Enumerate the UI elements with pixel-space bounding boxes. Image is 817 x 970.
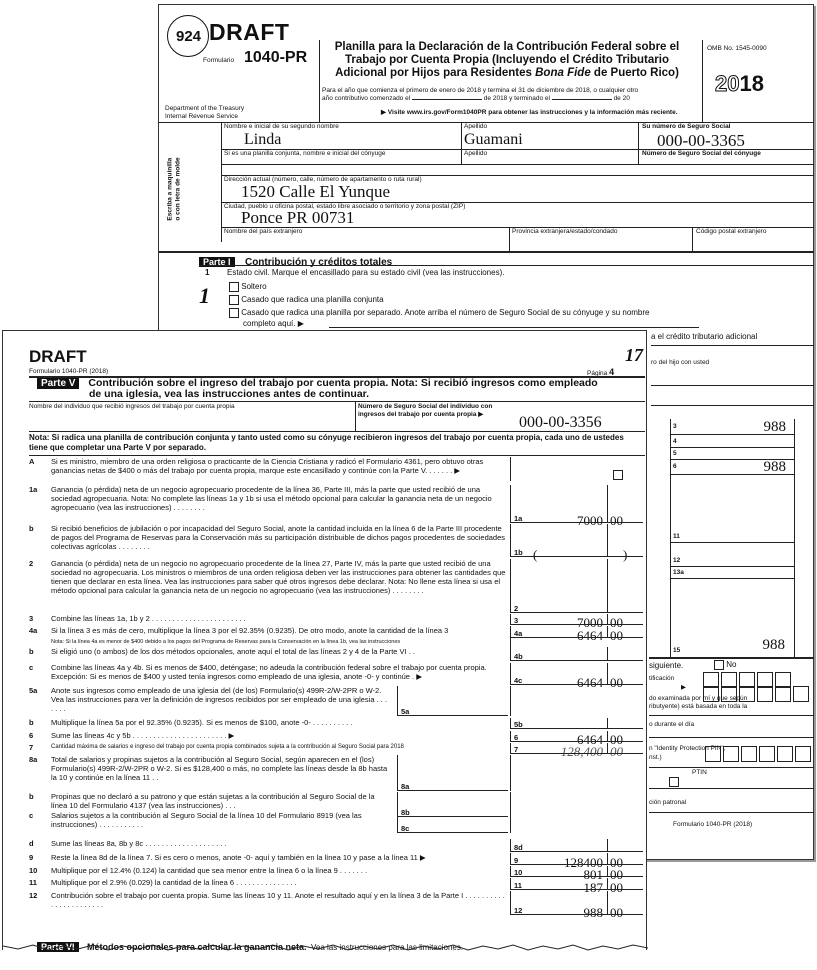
filing-separate[interactable]: Casado que radica una planilla por separado. Anote arriba el número de Seguro Social de su cónyuge y su nombre	[229, 308, 699, 318]
box-label: 1a	[514, 514, 523, 523]
box-label: 3	[514, 616, 519, 625]
ip-pin-boxes[interactable]	[705, 745, 813, 763]
line-text: Multiplique por el 12.4% (0.124) la cantidad que sea menor entre la línea 6 o la línea 9 . . . . . . .	[51, 866, 368, 875]
cents-value: )	[623, 547, 628, 562]
irs-website: ▶ Visite www.irs.gov/Form1040PR para obtener las instrucciones y la información más reciente.	[381, 109, 678, 116]
cents-value: 00	[610, 628, 623, 643]
handwritten-mark: 1	[199, 283, 210, 308]
filing-single[interactable]: Soltero	[229, 282, 267, 292]
cents-value: 00	[610, 513, 623, 528]
line-text: Propinas que no declaró a su patrono y que están sujetas a la contribución al Seguro Social de la línea 10 del Formulario 4137 (vea las instrucciones) . . .	[51, 792, 375, 810]
department-label: Department of the Treasury	[165, 105, 245, 112]
line-text: Si la línea 3 es más de cero, multiplique la línea 3 por el 92.35% (0.9235). De otro modo, anote la cantidad de la línea 3	[51, 626, 449, 635]
amount-column[interactable]	[510, 731, 643, 747]
foreign-country-label: Nombre del país extranjero	[224, 228, 303, 235]
line-text: Multiplique la línea 5a por el 92.35% (0.9235). Si es menos de $100, anote -0- . . . . . . . . . .	[51, 718, 353, 727]
side-label: Escriba a maquinilla o con letra de molde	[166, 157, 182, 221]
line-4c	[3, 663, 643, 690]
cents-value: 00	[610, 732, 623, 747]
cents-value: 00	[610, 905, 623, 920]
line-15-label: 15	[673, 647, 681, 654]
form-page-4	[2, 330, 647, 950]
spouse-last-label: Apellido	[464, 150, 488, 157]
amount-column[interactable]	[510, 626, 643, 643]
form-line: Formulario 1040-PR (2018)	[29, 368, 109, 375]
ssn-label: Su número de Seguro Social	[642, 123, 731, 130]
individual-ssn-label: Número de Seguro Social del individuo con ingresos del trabajo por cuenta propia ▶	[358, 403, 493, 418]
spouse-name-label: Si es una planilla conjunta, nombre e inicial del cónyuge	[224, 150, 386, 157]
box-label: 2	[514, 604, 519, 613]
line-a	[3, 457, 643, 481]
line-text: Anote sus ingresos como empleado de una iglesia del (de los) Formulario(s) 499R-2/W-2PR o W-2. Vea las instrucciones para ver la definición de ingresos recibidos por ser empleado de una iglesia . . . . . . .	[51, 686, 388, 713]
omb-number: OMB No. 1545-0090	[707, 45, 767, 52]
line-1-text: Estado civil. Marque el encasillado para su estado civil (vea las instrucciones).	[227, 268, 505, 277]
line-text: Reste la línea 8d de la línea 7. Si es cero o menos, anote -0- aquí y también en la línea 10 y pase a la línea 11 ▶	[51, 853, 426, 862]
joint-note: Nota: Si radica una planilla de contribución conjunta y tanto usted como su cónyuge recibieron ingresos del trabajo por cuenta propia, cada uno de ustedes tiene que completar una Parte V por separado.	[29, 433, 624, 452]
line-number: 7	[29, 743, 34, 752]
last-name-value[interactable]: Guamani	[464, 131, 523, 148]
amount-column[interactable]	[510, 853, 643, 870]
line-number: 8a	[29, 755, 38, 764]
amount-column	[510, 811, 643, 833]
sub-entry-box[interactable]	[397, 686, 508, 716]
first-name-label: Nombre e inicial de su segundo nombre	[224, 123, 339, 130]
cents-value: 00	[610, 867, 623, 882]
line-text: Ganancia (o pérdida) neta de un negocio agropecuario procedente de la línea 36, Parte III, más la parte que usted recibió de una sociedad agropecuaria. Nota: No complete las líneas 1a y 1b si usa el método opcional para calcular la ganancia neta de un negocio agropecuario (vea las instrucciones) . . . . . . . .	[51, 485, 492, 512]
amount-column[interactable]	[510, 663, 643, 690]
individual-name-label: Nombre del individuo que recibió ingresos del trabajo por cuenta propia	[29, 403, 235, 410]
line-number: 4a	[29, 626, 38, 635]
amount-column[interactable]	[510, 485, 643, 528]
sub-entry-box[interactable]	[397, 811, 508, 833]
separate-checkbox[interactable]	[229, 308, 239, 318]
amount-column[interactable]	[510, 524, 643, 562]
line-8d	[3, 839, 643, 852]
line-number: 3	[29, 614, 34, 623]
amount-column	[510, 755, 643, 791]
part-6-header: Parte VI Métodos opcionales para calcular la ganancia neta. Vea las instrucciones para las limitaciones.	[37, 937, 647, 955]
line-text: Nota: Si la línea 4a es menor de $400 debido a los pagos del Programa de Reservas para la Conservación en la línea 1b, vea las instrucciones	[51, 639, 401, 645]
line-text: Sume las líneas 4c y 5b . . . . . . . . . . . . . . . . . . . . . . . ▶	[51, 731, 235, 740]
box-label: 5b	[514, 720, 523, 729]
amount-value: 128,400	[560, 744, 603, 759]
form-number-circle	[167, 15, 209, 57]
examinada-line-1: do examinada por mí y que según	[649, 695, 748, 702]
line-text: Contribución sobre el trabajo por cuenta propia. Sume las líneas 10 y 11. Anote el resultado aquí y en la línea 3 de la Parte I . . . . . . . . . . . . . . . . . . . . . . .	[51, 891, 505, 909]
tax-year-line: Para el año que comienza el primero de enero de 2018 y termina el 31 de diciembre de 2018, o cualquier otro año contributivo comenzado el de 2018 y terminado el de 20	[322, 87, 639, 102]
draft-label: DRAFT	[29, 347, 87, 366]
line-13a-label: 13a	[673, 569, 684, 576]
arrow-marker: ▶	[681, 684, 686, 691]
sub-box-label: 8b	[401, 808, 410, 817]
sub-box-label: 8c	[401, 824, 410, 833]
amount-value: 6464	[577, 732, 603, 747]
line-11-label: 11	[673, 533, 680, 540]
line-number: A	[29, 457, 35, 466]
line-3	[3, 614, 643, 630]
examinada-line-2: ributyente) está basada en toda la	[649, 703, 748, 710]
amount-column[interactable]	[510, 878, 643, 895]
line-text: Combine las líneas 4a y 4b. Si es menos de $400, deténgase; no adeuda la contribución federal sobre el trabajo por cuenta propia. Excepción: Si es menos de $400 y usted tenía ingresos como empleado de una iglesia, anote -0- y continúe . ▶	[51, 663, 487, 681]
address-value[interactable]: 1520 Calle El Yunque	[241, 182, 391, 201]
durante-text: o durante el día	[649, 721, 695, 728]
page-1-footer: Formulario 1040-PR (2018)	[673, 821, 753, 828]
formulario-label: Formulario	[203, 57, 235, 64]
form-number: 924	[176, 28, 202, 45]
line-11	[3, 878, 643, 895]
part-5-header: Parte V Contribución sobre el ingreso del trabajo por cuenta propia. Nota: Si recibió ingresos como empleado de una iglesia, vea las instrucciones antes de continuar.	[37, 378, 643, 400]
line-5a	[3, 686, 643, 716]
sub-entry-box[interactable]	[397, 755, 508, 791]
line-number: 9	[29, 853, 34, 862]
city-label: Ciudad, pueblo u oficina postal, estado libre asociado o territorio y zona postal (ZIP)	[224, 203, 466, 210]
filing-separate-line2: completo aquí. ▶	[243, 319, 304, 328]
line-2	[3, 559, 643, 613]
no-option[interactable]: No	[714, 660, 736, 670]
form-name: 1040-PR	[244, 49, 308, 66]
ptin-label: PTIN	[692, 769, 707, 776]
amount-column[interactable]	[510, 891, 643, 920]
line-note	[3, 638, 643, 647]
credit-peek: a el crédito tributario adicional	[651, 332, 758, 341]
line-text: Si es ministro, miembro de una orden religiosa o practicante de la Ciencia Cristiana y radicó el Formulario 4361, pero obtuvo otras ganancias netas de $400 o más del trabajo por cuenta propia, marque este encasillado y continúe con la Parte V. . . . . . . ▶	[51, 457, 484, 475]
patronal-text: ción patronal	[649, 799, 687, 806]
no-checkbox[interactable]	[714, 660, 724, 670]
foreign-zip-label: Código postal extranjero	[696, 228, 767, 235]
line-12	[3, 891, 643, 920]
amount-value: 128400	[564, 855, 603, 870]
amount-column[interactable]	[510, 743, 643, 759]
box-label: 7	[514, 745, 519, 754]
line-text: Total de salarios y propinas sujetos a la contribución al Seguro Social, según aparecen en el (los) Formulario(s) 499R-2/W-2PR o W-2. Si es $128,400 o más, no complete las líneas desde la 8b hasta la 10 y continúe en la línea 11 . .	[51, 755, 388, 782]
amount-column	[510, 457, 643, 481]
line-number: 12	[29, 891, 38, 900]
cents-value: 00	[610, 675, 623, 690]
box-label: 11	[514, 881, 522, 890]
child-peek: ro del hijo con usted	[651, 359, 710, 366]
foreign-province-label: Provincia extranjera/estado/condado	[512, 228, 618, 235]
line-number: b	[29, 718, 34, 727]
ssn-value[interactable]: 000-00-3365	[657, 131, 745, 150]
box-label: 9	[514, 856, 519, 865]
sub-box-label: 8a	[401, 782, 410, 791]
amount-column[interactable]	[510, 559, 643, 613]
cents-value: 00	[610, 855, 623, 870]
amount-value: 988	[583, 905, 603, 920]
line-number: b	[29, 792, 34, 801]
line-number: b	[29, 647, 34, 656]
line-8a	[3, 755, 643, 791]
line-text: Ganancia (o pérdida) neta de un negocio no agropecuario procedente de la línea 27, Parte IV, más la parte que usted recibió de una sociedad no agropecuaria. Los ministros o miembros de una orden religiosa deben ver las instrucciones para obtener las cantidades que tienen que declarar en esta línea. Vea las instrucciones para saber qué otros ingresos debe declarar. Nota: No llene esta línea si usa el método opcional para calcular la ganancia neta de un negocio no agropecuario (vea las instrucciones) . . . . . . . .	[51, 559, 506, 595]
box-label: 8d	[514, 843, 523, 852]
line-8c	[3, 811, 643, 833]
irs-label: Internal Revenue Service	[165, 113, 238, 120]
line-1-number: 1	[205, 268, 210, 277]
line-7	[3, 743, 643, 759]
amount-column	[510, 686, 643, 716]
line-number: c	[29, 811, 34, 820]
ip-pin-text: n "Identity Protection PIN",	[649, 745, 726, 752]
amount-value: 6464	[577, 675, 603, 690]
line-text: Multiplique por el 2.9% (0.029) la cantidad de la línea 6 . . . . . . . . . . . . . . .	[51, 878, 297, 887]
cents-value: 00	[610, 615, 623, 630]
amount-column[interactable]	[510, 718, 643, 729]
part-1-header: Parte I Contribución y créditos totales	[199, 252, 392, 270]
torn-edge	[3, 942, 648, 952]
box-label: 12	[514, 906, 523, 915]
line-9	[3, 853, 643, 870]
amount-value: 801	[583, 867, 603, 882]
amount-column[interactable]	[510, 647, 643, 661]
line-10	[3, 866, 643, 882]
box-label: 4a	[514, 629, 523, 638]
address-label: Dirección actual (número, calle, número de apartamento o ruta rural)	[224, 176, 422, 183]
line-number: 11	[29, 878, 37, 887]
line-1a	[3, 485, 643, 528]
box-label: 6	[514, 733, 519, 742]
siguiente-text: siguiente.	[649, 661, 684, 670]
first-name-value[interactable]: Linda	[244, 131, 282, 148]
line-text: Cantidad máxima de salarios e ingreso del trabajo por cuenta propia combinados sujeta a la contribución al Seguro Social para 2018	[51, 744, 404, 750]
sub-box-label: 5a	[401, 707, 410, 716]
line-15-amount: 988	[762, 637, 785, 653]
amount-column[interactable]	[510, 614, 643, 630]
spouse-ssn-label: Número de Seguro Social del cónyuge	[642, 150, 761, 157]
amount-column[interactable]	[510, 866, 643, 882]
joint-checkbox[interactable]	[229, 295, 239, 305]
draft-label: DRAFT	[209, 19, 290, 45]
box-label: 10	[514, 868, 523, 877]
cents-value: 00	[610, 744, 623, 759]
page-label: Página 4	[587, 367, 615, 377]
amount-value: 6464	[577, 628, 603, 643]
line-number: 10	[29, 866, 38, 875]
line-number: c	[29, 663, 34, 672]
line-number: 6	[29, 731, 34, 740]
city-value[interactable]: Ponce PR 00731	[241, 208, 355, 227]
line-12-label: 12	[673, 557, 681, 564]
amount-column[interactable]	[510, 839, 643, 852]
box-label: 1b	[514, 548, 523, 557]
line-text: Salarios sujetos a la contribución al Seguro Social de la línea 10 del Formulario 8919 (vea las instrucciones) . . . . . . . . . . .	[51, 811, 362, 829]
amount-value: 7000	[577, 615, 603, 630]
handwritten-page-number: 17	[625, 345, 643, 365]
line-number: 1a	[29, 485, 38, 494]
line-5b	[3, 718, 643, 729]
amount-column	[510, 638, 643, 647]
line-text: Sume las líneas 8a, 8b y 8c . . . . . . . . . . . . . . . . . . . .	[51, 839, 227, 848]
filing-joint[interactable]: Casado que radica una planilla conjunta	[229, 295, 384, 305]
line-number: d	[29, 839, 34, 848]
box-label: 4c	[514, 676, 523, 685]
single-checkbox[interactable]	[229, 282, 239, 292]
individual-ssn-value[interactable]: 000-00-3356	[519, 414, 602, 431]
line-a-checkbox[interactable]	[613, 470, 623, 480]
amount-value: 187	[583, 880, 603, 895]
line-text: Si eligió uno (o ambos) de los dos métodos opcionales, anote aquí el total de las líneas 2 y 4 de la Parte VI . .	[51, 647, 415, 656]
line-number: 5a	[29, 686, 38, 695]
form-title: Planilla para la Declaración de la Contribución Federal sobre el Trabajo por Cuenta Propia (Incluyendo el Crédito Tributario Adicional por Hijos para Residentes Bona Fide de Puerto Rico)	[334, 41, 680, 79]
amount-value: 7000	[577, 513, 603, 528]
line-4b	[3, 647, 643, 661]
line-number: b	[29, 524, 34, 533]
last-name-label: Apellido	[464, 123, 488, 130]
tax-year: 2018	[715, 71, 764, 96]
line-1b	[3, 524, 643, 562]
line-text: Combine las líneas 1a, 1b y 2 . . . . . . . . . . . . . . . . . . . . . . .	[51, 614, 246, 623]
line-text: Si recibió beneficios de jubilación o por incapacidad del Seguro Social, anote la cantidad incluida en la línea 6 de la Parte III procedente de pagos del Programa de Reservas para la Conservación más su participación distribuible de dichos pagos procedentes de sociedades colectivas agrícolas . . . . . . . .	[51, 524, 506, 551]
amount-value: (	[533, 547, 538, 562]
form-page-1: 924 DRAFT Formulario 1040-PR Department of the Treasury Internal Revenue Service Planilla para la Declaración de la Contribución Federal sobre el Trabajo por Cuenta Propia (Incluyendo el Crédito Tributario Adicional por Hijos para Residentes Bona Fide de Puerto Rico) Para el año que comienza el primero de enero de 2018 y termina el 31 de diciembre de 2018, o cualquier otro año contributivo comenzado el de 2018 y terminado el de 20 ▶ Visite www.irs.gov/Form1040PR para obtener las instrucciones y la información más reciente. OMB No. 1545-0090 2018 Escriba a maquinilla o con letra de molde Nombre e inicial de su segundo nombre Linda Apellido Guamani Su número de Seguro Social 000-00-3365 Si es una planilla conjunta, nombre e inicial del cónyuge Apellido Número de Seguro Social del cónyuge Dirección actual (número, calle, número de apartamento o ruta rural) 1520 Calle El Yunque Ciudad, pueblo u oficina postal, estado libre asociado o territorio y zona postal (ZIP) Ponce PR 00731 Nombre del país extranjero Provincia extranjera/estado/condado Código postal extranjero Parte I Contribución y créditos totales 1 Estado civil. Marque el encasillado para su estado civil (vea las instrucciones). 1 Soltero Casado que radica una planilla conjunta Casado que radica una planilla por separado. Anote arriba el número de Seguro Social de su cónyuge y su nombre completo aquí. ▶ a el crédito tributario adicional ro del hijo con usted 3 988 4 5 6 988 11 12 13a 15 988 siguiente. No tificación ▶ do examinada por mí y que según ributyente) está basada en toda la o durante el día n "Identity Protection PIN", nst.) PTIN ción patronal Formulario 1040-PR (2018)	[158, 4, 814, 860]
inst-text: nst.)	[649, 754, 662, 761]
tificacion-text: tificación	[649, 675, 675, 682]
cents-value: 00	[610, 880, 623, 895]
box-label: 4b	[514, 652, 523, 661]
line-number: 2	[29, 559, 34, 568]
